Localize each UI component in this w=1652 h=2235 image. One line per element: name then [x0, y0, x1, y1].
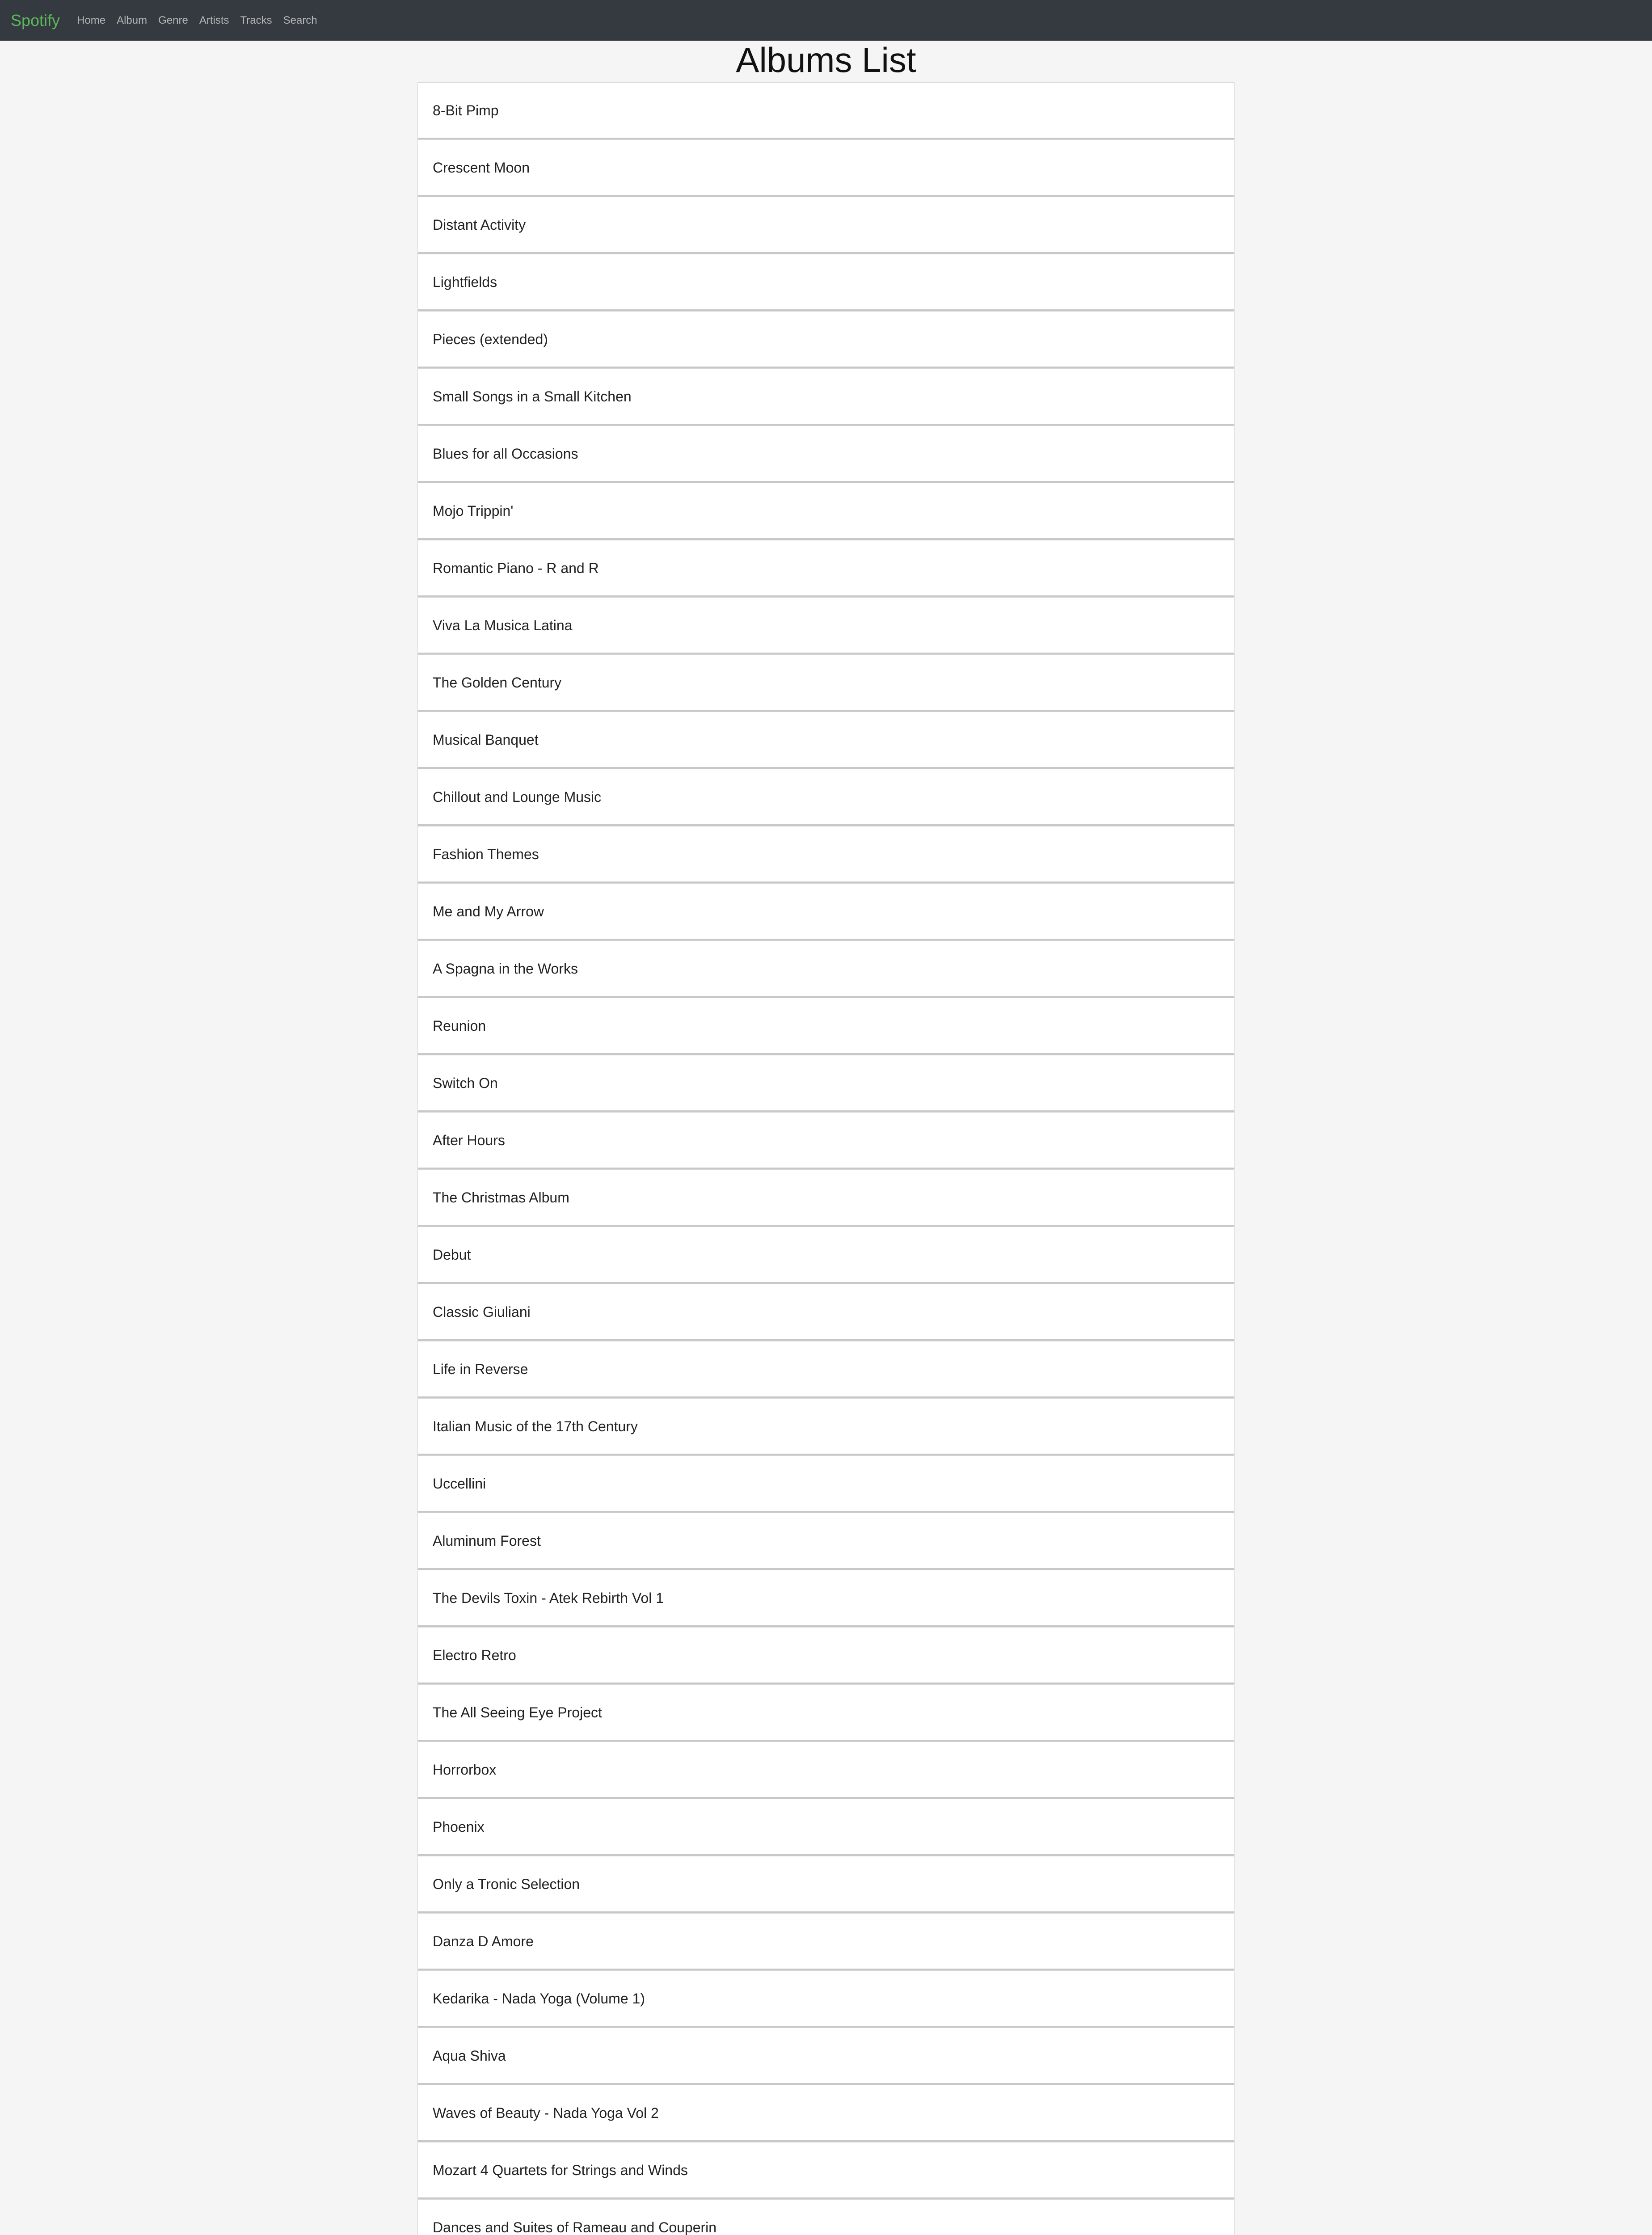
album-list-item[interactable]: Horrorbox	[417, 1742, 1235, 1799]
album-list-item[interactable]: Fashion Themes	[417, 826, 1235, 883]
album-list-item[interactable]: Viva La Musica Latina	[417, 597, 1235, 654]
album-list-item[interactable]: Electro Retro	[417, 1627, 1235, 1684]
album-list-item[interactable]: The All Seeing Eye Project	[417, 1684, 1235, 1742]
nav-home[interactable]: Home	[77, 14, 106, 26]
album-list-item[interactable]: Italian Music of the 17th Century	[417, 1398, 1235, 1455]
album-list-item[interactable]: Phoenix	[417, 1799, 1235, 1856]
album-list-item[interactable]: Me and My Arrow	[417, 883, 1235, 940]
album-list-item[interactable]: Aluminum Forest	[417, 1513, 1235, 1570]
album-list-item[interactable]: Life in Reverse	[417, 1341, 1235, 1398]
album-list-item[interactable]: Debut	[417, 1227, 1235, 1284]
album-list-item[interactable]: Switch On	[417, 1055, 1235, 1112]
brand-link[interactable]: Spotify	[11, 11, 60, 30]
album-list-item[interactable]: Reunion	[417, 998, 1235, 1055]
album-list	[417, 82, 1235, 2235]
album-list-item[interactable]: Crescent Moon	[417, 139, 1235, 197]
navbar	[0, 0, 1652, 41]
album-list-item[interactable]: Waves of Beauty - Nada Yoga Vol 2	[417, 2085, 1235, 2142]
album-list-item[interactable]: Kedarika - Nada Yoga (Volume 1)	[417, 1970, 1235, 2028]
album-list-item[interactable]: Aqua Shiva	[417, 2028, 1235, 2085]
album-list-item[interactable]: Mozart 4 Quartets for Strings and Winds	[417, 2142, 1235, 2199]
album-list-item[interactable]: After Hours	[417, 1112, 1235, 1169]
album-list-item[interactable]: The Golden Century	[417, 654, 1235, 712]
album-list-item[interactable]: A Spagna in the Works	[417, 940, 1235, 998]
album-list-item[interactable]: Blues for all Occasions	[417, 426, 1235, 483]
album-list-item[interactable]: Uccellini	[417, 1455, 1235, 1513]
album-list-item[interactable]: Lightfields	[417, 254, 1235, 311]
album-list-item[interactable]: The Devils Toxin - Atek Rebirth Vol 1	[417, 1570, 1235, 1627]
nav-album[interactable]: Album	[117, 14, 148, 26]
page-title: Albums List	[736, 40, 916, 80]
album-list-item[interactable]: 8-Bit Pimp	[417, 82, 1235, 139]
album-list-item[interactable]: Mojo Trippin'	[417, 483, 1235, 540]
album-list-item[interactable]: Pieces (extended)	[417, 311, 1235, 368]
album-list-item[interactable]: The Christmas Album	[417, 1169, 1235, 1227]
album-list-item[interactable]: Only a Tronic Selection	[417, 1856, 1235, 1913]
album-list-item[interactable]: Dances and Suites of Rameau and Couperin	[417, 2199, 1235, 2235]
album-list-item[interactable]: Small Songs in a Small Kitchen	[417, 368, 1235, 426]
album-list-item[interactable]: Danza D Amore	[417, 1913, 1235, 1970]
album-list-item[interactable]: Romantic Piano - R and R	[417, 540, 1235, 597]
album-list-item[interactable]: Chillout and Lounge Music	[417, 769, 1235, 826]
album-list-item[interactable]: Musical Banquet	[417, 712, 1235, 769]
nav-artists[interactable]: Artists	[199, 14, 229, 26]
nav-search[interactable]: Search	[283, 14, 317, 26]
album-list-item[interactable]: Classic Giuliani	[417, 1284, 1235, 1341]
album-list-item[interactable]: Distant Activity	[417, 197, 1235, 254]
nav-tracks[interactable]: Tracks	[240, 14, 272, 26]
nav-genre[interactable]: Genre	[158, 14, 188, 26]
